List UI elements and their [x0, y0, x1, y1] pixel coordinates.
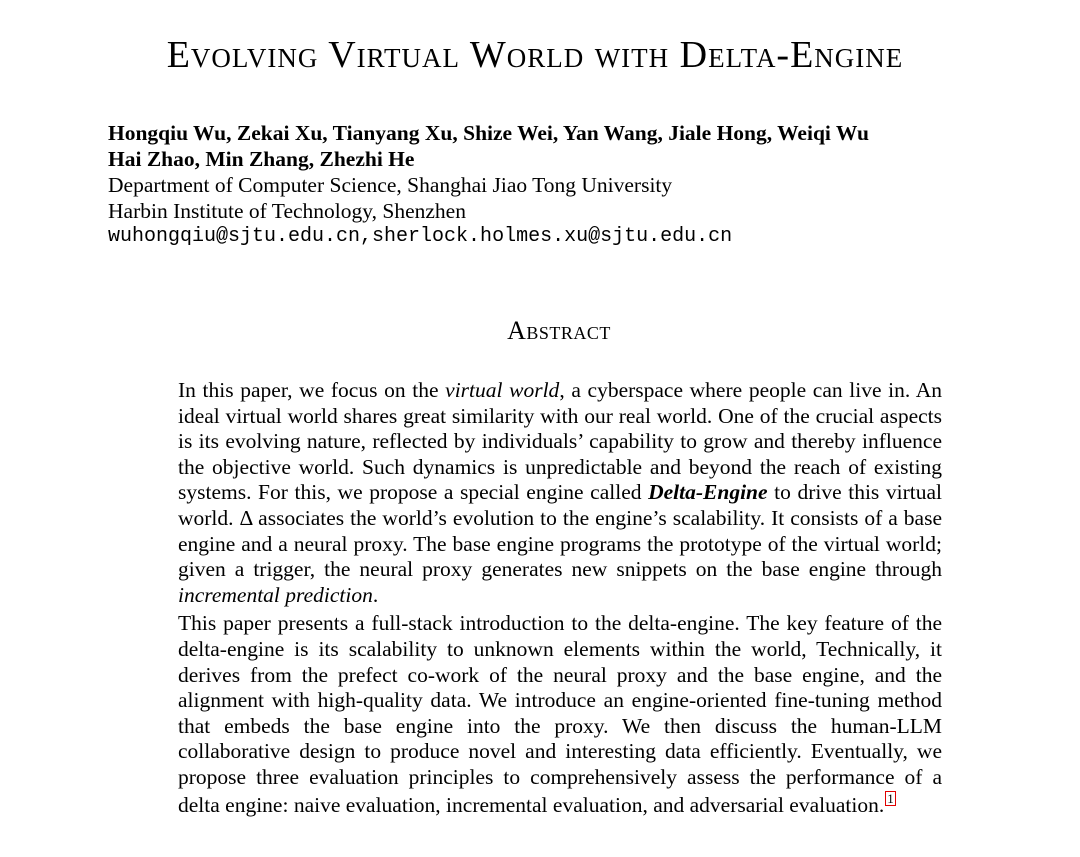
abstract-p1-term-delta-engine: Delta-Engine [648, 480, 768, 505]
paper-title: Evolving Virtual World with Delta-Engine [166, 34, 904, 76]
author-list-line-2: Hai Zhao, Min Zhang, Zhezhi He [108, 147, 415, 171]
abstract-p1-text-2: , a cyberspace where people can live in. An ideal virtual world shares great similarity with our real world. One of the crucial aspects is its evolving nature, reflected by individuals’ capability to grow and thereby influence the objective world. Such dynamics is unpredictable and beyond the reach of existing systems. For this, we propose a special engine called [178, 378, 942, 505]
abstract-p1-text-4: . [372, 582, 379, 607]
footnote-link[interactable]: 1 [887, 790, 894, 806]
affiliation-hit: Harbin Institute of Technology, Shenzhen [108, 199, 466, 223]
abstract-p1-text-3: to drive this virtual world. Δ associates the world’s evolution to the engine’s scalability. It consists of a base engine and a neural proxy. The base engine programs the prototype of the virtual world; given a trigger, the neural proxy generates new snippets on the base engine through [178, 480, 942, 582]
author-emails: wuhongqiu@sjtu.edu.cn,sherlock.holmes.xu@sjtu.edu.cn [108, 225, 733, 248]
abstract-body [178, 378, 942, 818]
affiliation-sjtu: Department of Computer Science, Shanghai Jiao Tong University [108, 173, 673, 197]
abstract-paragraph-1 [178, 378, 942, 608]
abstract-heading: Abstract [507, 316, 611, 345]
abstract-paragraph-2 [178, 611, 942, 818]
abstract-p1-emphasis-incremental-prediction: incremental prediction [178, 582, 373, 607]
abstract-p2-text: This paper presents a full-stack introduction to the delta-engine. The key feature of the delta-engine is its scalability to unknown elements within the world, Technically, it derives from the prefect co-work of the neural proxy and the base engine, and the alignment with high-quality data. We introduce an engine-oriented fine-tuning method that embeds the base engine into the proxy. We then discuss the human-LLM collaborative design to produce novel and interesting data efficiently. Eventually, we propose three evaluation principles to comprehensively assess the performance of a delta engine: naive evaluation, incremental evaluation, and adversarial evaluation. [178, 611, 942, 817]
author-block [108, 120, 988, 250]
abstract-p1-emphasis-virtual-world: virtual world [445, 378, 560, 402]
author-list-line-1: Hongqiu Wu, Zekai Xu, Tianyang Xu, Shize Wei, Yan Wang, Jiale Hong, Weiqi Wu [108, 121, 869, 145]
abstract-p1-text-1: In this paper, we focus on the [178, 378, 446, 402]
